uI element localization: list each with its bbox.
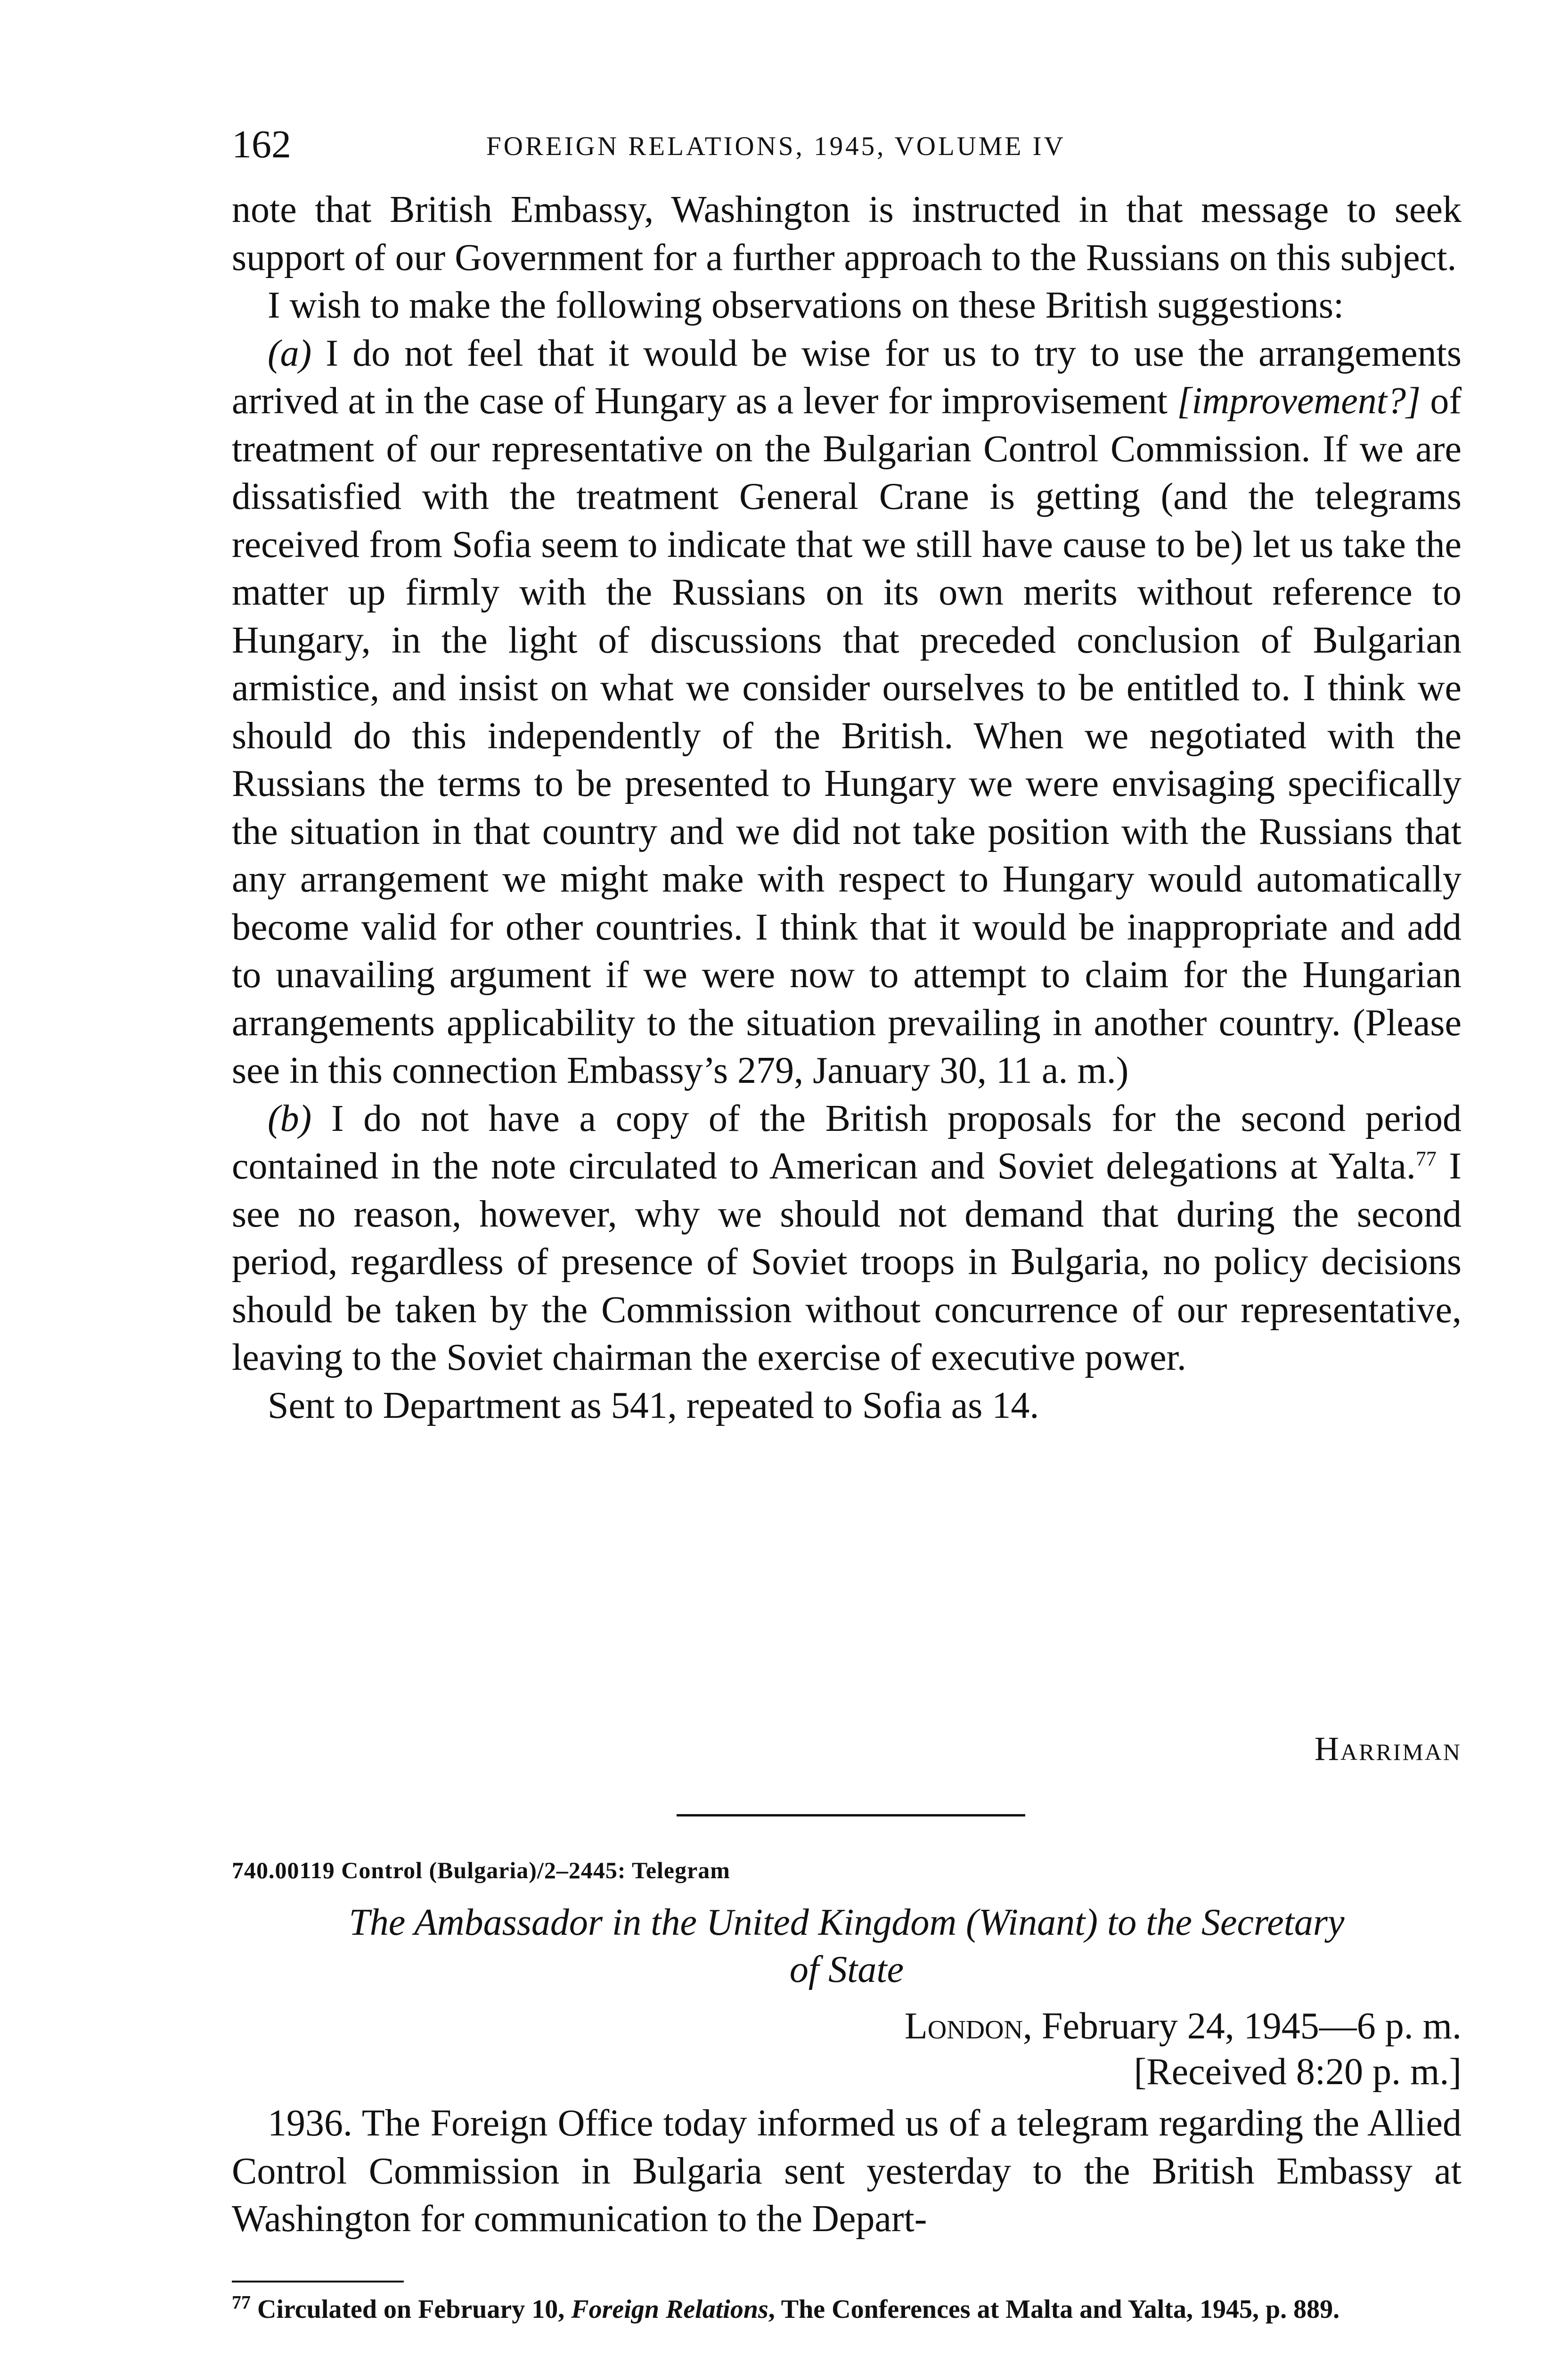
dateline-date: , February 24, 1945—6 p. m. <box>1022 2005 1462 2047</box>
footnote-reference[interactable]: 77 <box>1415 1147 1437 1170</box>
editorial-insert: [improvement?] <box>1177 380 1421 422</box>
page-number: 162 <box>232 123 291 166</box>
footnote-text-end: , The Conferences at Malta and Yalta, 1945, p. 889. <box>768 2295 1340 2324</box>
letter-paragraph-sent: Sent to Department as 541, repeated to Sofia as 14. <box>268 1384 1039 1426</box>
dateline <box>905 2003 1462 2050</box>
section-divider <box>677 1814 1025 1816</box>
letter-body <box>232 186 1462 1430</box>
footnote-title: Foreign Relations <box>571 2295 768 2324</box>
footnote <box>232 2291 1462 2325</box>
footnote-number: 77 <box>232 2291 251 2313</box>
footnote-rule <box>232 2281 404 2282</box>
running-title: FOREIGN RELATIONS, 1945, VOLUME IV <box>486 131 1066 161</box>
document-heading-line-2: of State <box>789 1949 904 1990</box>
telegram-body <box>232 2100 1462 2243</box>
item-b-text-start: I do not have a copy of the British proposals for the second period contained in the note circulated to American and Soviet delegations at Yalta. <box>232 1097 1462 1187</box>
telegram-paragraph: 1936. The Foreign Office today informed us of a telegram regarding the Allied Control Commission in Bulgaria sent yesterday to the British Embassy at Washington for communication to the Depart- <box>232 2102 1462 2240</box>
item-label-a: (a) <box>268 332 312 374</box>
item-b-text-rest: I see no reason, however, why we should not demand that during the second period, regardless of presence of Soviet troops in Bulgaria, no policy decisions should be taken by the Commission without concurrence of our representative, leaving to the Soviet chairman the exercise of executive power. <box>232 1145 1462 1378</box>
footnote-text-start: Circulated on February 10, <box>251 2295 572 2324</box>
letter-paragraph-1: note that British Embassy, Washington is instructed in that message to seek support of our Government for a further approach to the Russians on this subject. <box>232 189 1462 278</box>
signature: Harriman <box>1314 1730 1462 1767</box>
running-head <box>232 122 1462 173</box>
letter-paragraph-a <box>232 330 1462 1095</box>
document-heading <box>232 1899 1462 1993</box>
document-heading-line-1: The Ambassador in the United Kingdom (Winant) to the Secretary <box>349 1902 1345 1943</box>
letter-paragraph-b <box>232 1095 1462 1382</box>
item-a-text-start: I do not feel that it would be wise for us to try to use the arrangements arrived at in the case of Hungary as a lever for improvisement <box>232 332 1462 422</box>
file-reference: 740.00119 Control (Bulgaria)/2–2445: Telegram <box>232 1857 730 1883</box>
dateline-place: London <box>904 2005 1023 2047</box>
item-a-text-rest: of treatment of our representative on the Bulgarian Control Commission. If we are dissatisfied with the treatment General Crane is getting (and the telegrams received from Sofia seem to indicate that we still have cause to be) let us take the matter up firmly with the Russians on its own merits without reference to Hungary, in the light of discussions that preceded conclusion of Bulgarian armistice, and insist on what we consider ourselves to be entitled to. I think we should do this independently of the British. When we negotiated with the Russians the terms to be presented to Hungary we were envisaging specifically the situation in that country and we did not take position with the Russians that any arrangement we might make with respect to Hungary would automatically become valid for other countries. I think that it would be inappropriate and add to unavailing argument if we were now to attempt to claim for the Hungarian arrangements applicability to the situation prevailing in another country. (Please see in this connection Embassy’s 279, January 30, 11 a. m.) <box>232 380 1462 1091</box>
letter-paragraph-2: I wish to make the following observations on these British suggestions: <box>268 285 1344 326</box>
item-label-b: (b) <box>268 1097 312 1139</box>
received-time: [Received 8:20 p. m.] <box>1134 2051 1462 2093</box>
